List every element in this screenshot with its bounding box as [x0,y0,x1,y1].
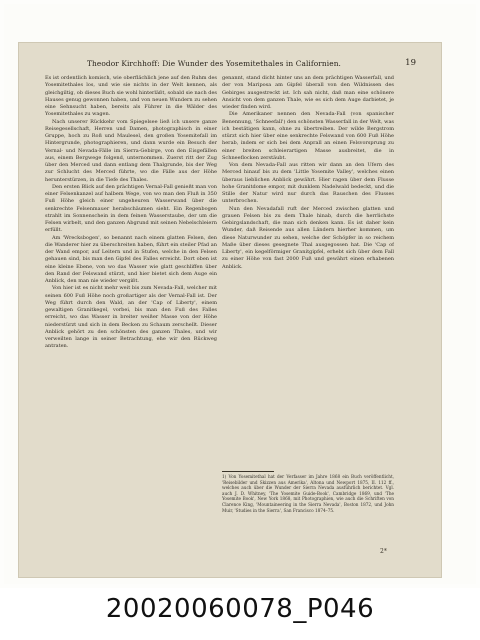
paragraph: Den ersten Blick auf den prächtigen Vernal-Fall genießt man von einer Felsenkanzel auf halbem Wege, von wo man den Fluß in 350 Fuß Höhe gleich einer ungeheuren Wasserwand über die senkrechte Felsenmauer herabschäumen sieht. Ein Regenbogen strahlt im Sonnenschein in dem feinen Wasserstaube, der um die Felsen wirbelt, und den ganzen Abgrund mit seinen Nebelschleiern erfüllt. [45,183,217,234]
paragraph: Es ist ordentlich komisch, wie oberflächlich jene auf den Ruhm des Yosemitethales los, und wie sie nichts in der Welt kennen, als gleichgiltig, ob dieses Buch sie wohl hinterläßt, sobald sie nach des Hauses genug gewonnen haben, und von neuen Wundern zu sehen eine Sehnsucht haben, bereits als Führer in die Wälder des Yosemitethales zu wagen. [45,75,217,118]
right-column [222,75,394,467]
paragraph: Die Amerikaner nennen den Nevada-Fall (von spanischer Benennung, 'Schneefall') den schönsten Wasserfall in der Welt, was ich bestätigen kann, ohne zu übertreiben. Der wilde Bergstrom stürzt sich hier über eine senkrechte Felswand von 600 Fuß Höhe herab, indem er sich bei dem Anprall an einen Felsvorsprung zu einer breiten schleierartigen Masse ausbreitet, die in Schneeflocken zerstäubt. [222,111,394,161]
paragraph: Nun den Nevadafall ruft der Merced zwischen glatten und grauen Felsen bis zu dem Thale hinab, durch die herrlichste Gebirgslandschaft, die man sich denken kann. Es ist daher kein Wunder, daß Reisende aus allen Ländern hierher kommen, um diese Naturwunder zu sehen, welche der Schöpfer in so reichem Maße über dieses gesegnete Thal ausgegossen hat. Die 'Cap of Liberty', ein kegelförmiger Granitgipfel, erhebt sich über dem Fall zu einer Höhe von fast 2000 Fuß und gewährt einen erhabenen Anblick. [222,205,394,270]
paragraph: genannt, stand dicht hinter uns an dem prächtigen Wasserfall, und der von Mariposa am Gipfel überall von den Wildnissen des Gebirges ausgestreckt ist. Ich sah nicht, daß man eine schönere Ansicht von dem ganzen Thale, wie es sich dem Auge darbietet, je wieder finden wird. [222,75,394,110]
scan-label-strip [0,588,480,640]
scan-id-label: 20020060078_P046 [105,594,375,624]
signature-mark: 2* [380,548,387,555]
page-number: 19 [405,58,416,68]
running-title: Theodor Kirchhoff: Die Wunder des Yosemitethales in Californien. [86,59,342,68]
paragraph: Von dem Nevada-Fall aus ritten wir dann an den Ufern des Merced hinauf bis zu dem 'Little Yosemite Valley', welches einen überaus lieblichen Anblick gewährt. Hier ragen über dem Flusse hohe Granitdome empor, mit dunklem Nadelwald bedeckt, und die Stille der Natur wird nur durch das Rauschen des Flusses unterbrochen. [222,162,394,205]
page-header [44,58,416,71]
paragraph: Am 'Wrecksbogen', so benannt nach einem glatten Felsen, den die Wanderer hier zu überschreiten haben, führt ein steiler Pfad an der Wand empor, auf Leitern und in Stufen, welche in den Felsen gehauen sind, bis man den Gipfel des Falles erreicht. Dort oben ist eine kleine Ebene, von wo das Wasser wie glatt geschliffen über den Rand der Felswand stürzt, und hier bietet sich dem Auge ein Anblick, den man nie wieder vergißt. [45,234,217,284]
paragraph: Nach unserer Rückkehr vom Spiegelsee ließ ich unsere ganze Reisegesellschaft, Herren und Damen, photographisch in einer Gruppe, hoch zu Roß und Maulesel, den großen Yosemitefall im Hintergrunde, photographieren, und dann wurde ein Besuch der Vernal- und Nevada-Fälle im Sierra-Gebirge, von den Eisgefällen aus, einem Bergwege folgend, unternommen. Zuerst ritt der Zug über den Merced und dann entlang dem Thalgrunde, bis der Weg zur Schlucht des Merced führte, wo die Fälle aus der Höhe herunterstürzen, in die Tiefe des Thales. [45,118,217,183]
footnote-rule [222,471,274,472]
paragraph: Von hier ist es nicht mehr weit bis zum Nevada-Fall, welcher mit seinen 600 Fuß Höhe noch großartiger als der Vernal-Fall ist. Der Weg führt durch den Wald, an der 'Cap of Liberty', einem gewaltigen Granitkegel, vorbei, bis man den Fuß des Falles erreicht, wo das Wasser in breiter weißer Masse von der Höhe niederstürzt und sich in dem Becken zu Schaum zerschellt. Dieser Anblick gehört zu den schönsten des ganzen Thales, und wir verweilten lange in seiner Betrachtung, ehe wir den Rückweg antraten. [45,285,217,350]
left-column [45,75,217,467]
footnote-block [222,471,394,543]
footnote: 1) Von Yosemitethal hat der Verfasser im Jahre 1868 ein Buch veröffentlicht, 'Reisebilder und Skizzen aus Amerika', Altona und Newport 1875, II. 112 ff., welches auch über die Wunder der Sierra Nevada ausführlich berichtet. Vgl. auch J. D. Whitney, 'The Yosemite Guide-Book', Cambridge 1869, und 'The Yosemite Book', New York 1868, mit Photographien, wie auch die Schriften von Clarence King, 'Mountaineering in the Sierra Nevada', Boston 1872, und John Muir, 'Studies in the Sierra', San Francisco 1874–75. [222,474,394,513]
